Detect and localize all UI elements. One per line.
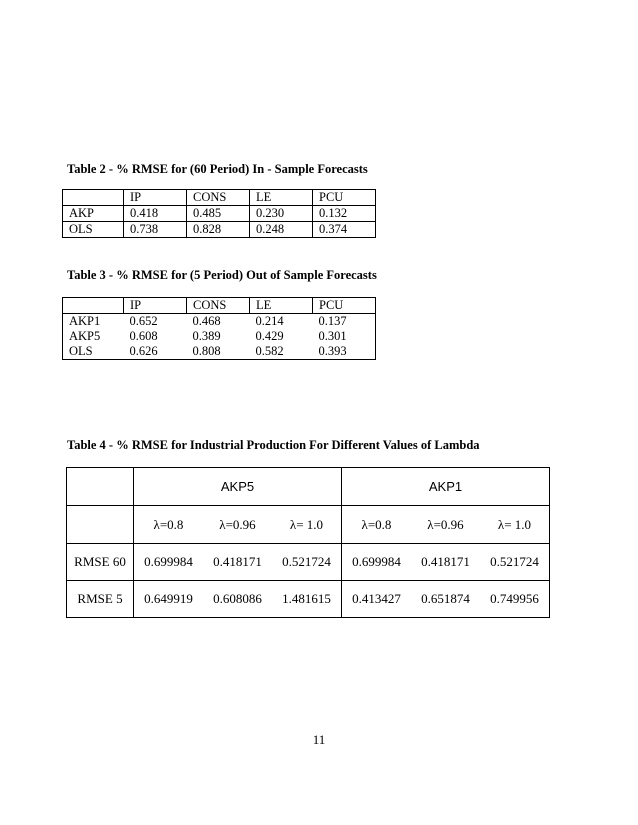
- table-cell: CONS: [187, 190, 250, 206]
- table-row: [63, 222, 376, 238]
- lambda-header: λ=0.8: [134, 506, 204, 544]
- table-row: [63, 344, 376, 360]
- table-cell: 0.582: [255, 344, 284, 358]
- table-cell: [63, 190, 124, 206]
- table-cell: 0.393: [318, 344, 347, 358]
- table-cell: 1.481615: [272, 581, 342, 618]
- table-cell: CONS: [187, 298, 250, 314]
- table-cell: LE: [250, 190, 313, 206]
- table-cell: 0.808: [192, 344, 221, 358]
- table-cell: 0.485: [187, 206, 250, 222]
- table3-caption: Table 3 - % RMSE for (5 Period) Out of Sample Forecasts: [67, 268, 377, 282]
- table4-caption: Table 4 - % RMSE for Industrial Production For Different Values of Lambda: [67, 438, 480, 452]
- row-label: RMSE 5: [67, 581, 134, 618]
- page-number: 11: [312, 732, 326, 747]
- lambda-header: λ=0.96: [411, 506, 480, 544]
- table-cell: 0.521724: [480, 544, 550, 581]
- table-cell: 0.214: [255, 314, 284, 328]
- table-cell: PCU: [313, 190, 376, 206]
- table-row: [67, 544, 550, 581]
- table-cell: 0.738: [124, 222, 187, 238]
- table4: [66, 467, 550, 618]
- table-cell: 0.521724: [272, 544, 342, 581]
- table-cell: 0.389: [192, 329, 221, 343]
- table-cell: 0.413427: [342, 581, 412, 618]
- table2: [62, 189, 376, 238]
- table-cell: 0.828: [187, 222, 250, 238]
- table-cell: [63, 298, 124, 314]
- table-cell: 0.418171: [203, 544, 272, 581]
- table-cell: 0.418171: [411, 544, 480, 581]
- table-cell: AKP1: [69, 314, 101, 328]
- group-header-akp5: AKP5: [134, 468, 342, 506]
- table-cell: AKP: [63, 206, 124, 222]
- table-row: [63, 206, 376, 222]
- table-cell: 0.699984: [342, 544, 412, 581]
- table-cell: 0.137: [318, 314, 347, 328]
- table-cell: PCU: [313, 298, 376, 314]
- table-cell: 0.230: [250, 206, 313, 222]
- lambda-header: λ=0.96: [203, 506, 272, 544]
- table-cell: 0.651874: [411, 581, 480, 618]
- table-cell: 0.649919: [134, 581, 204, 618]
- group-header-akp1: AKP1: [342, 468, 550, 506]
- table-cell: [67, 468, 134, 506]
- table3: [62, 297, 376, 360]
- table-cell: OLS: [69, 222, 93, 236]
- table-cell: OLS: [69, 344, 93, 358]
- table-cell: 0.749956: [480, 581, 550, 618]
- table-cell: 0.608: [129, 329, 158, 343]
- table-cell: 0.132: [313, 206, 376, 222]
- row-label: RMSE 60: [67, 544, 134, 581]
- table-row: [67, 581, 550, 618]
- lambda-header: λ=0.8: [342, 506, 412, 544]
- table-cell: 0.374: [313, 222, 376, 238]
- table-cell: LE: [250, 298, 313, 314]
- table-cell: 0.699984: [134, 544, 204, 581]
- table-cell: 0.418: [124, 206, 187, 222]
- lambda-header: λ= 1.0: [480, 506, 550, 544]
- table-row: [63, 329, 376, 344]
- table-cell: 0.248: [250, 222, 313, 238]
- table-row: [63, 298, 376, 314]
- table-cell: 0.429: [255, 329, 284, 343]
- table-cell: 0.652: [129, 314, 158, 328]
- table-cell: 0.301: [318, 329, 347, 343]
- table-cell: AKP5: [69, 329, 101, 343]
- table-row: [63, 314, 376, 330]
- table-cell: IP: [124, 298, 187, 314]
- table-cell: IP: [124, 190, 187, 206]
- table-cell: 0.626: [129, 344, 158, 358]
- table-cell: [67, 506, 134, 544]
- table-row: [67, 468, 550, 506]
- table-row: [67, 506, 550, 544]
- lambda-header: λ= 1.0: [272, 506, 342, 544]
- table-cell: 0.608086: [203, 581, 272, 618]
- table-cell: 0.468: [192, 314, 221, 328]
- table2-caption: Table 2 - % RMSE for (60 Period) In - Sample Forecasts: [67, 162, 368, 176]
- table-row: [63, 190, 376, 206]
